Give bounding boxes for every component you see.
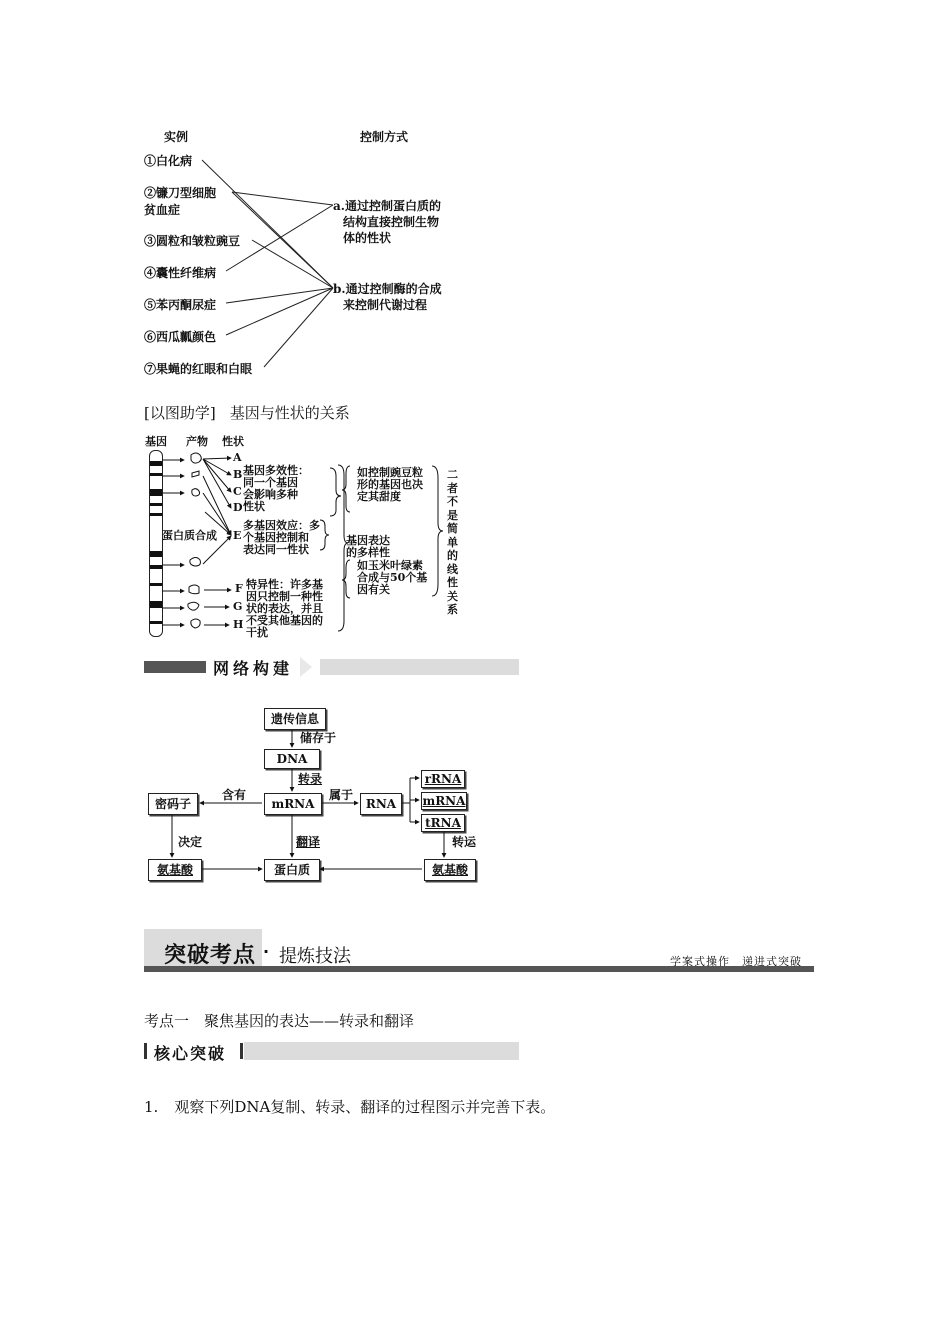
- trait-h: H: [233, 618, 244, 631]
- label-transports: 转运: [452, 835, 477, 849]
- network-section-title: 网络构建: [213, 659, 294, 678]
- method-b-line1: b.通过控制酶的合成: [333, 282, 442, 296]
- node-codon: 密码子: [148, 793, 198, 815]
- example-2-cont: 贫血症: [144, 203, 181, 217]
- trait-d: D: [233, 501, 243, 514]
- label-transcription: 转录: [298, 772, 323, 786]
- polygenic-note: 多基因效应：多 个基因控制和 表达同一性状: [243, 519, 320, 556]
- core-heading-title: 核心突破: [154, 1044, 227, 1063]
- trait-e: E: [233, 529, 242, 542]
- banner-title-big: 突破考点: [164, 943, 257, 968]
- banner-dot: ·: [263, 942, 270, 961]
- question-1: [144, 1096, 555, 1117]
- example-4: ④囊性纤维病: [144, 266, 217, 280]
- method-b-line2: 来控制代谢过程: [343, 298, 428, 312]
- node-amino-acid-left: 氨基酸: [148, 859, 202, 881]
- trait-f: F: [235, 582, 243, 595]
- node-dna: DNA: [264, 749, 320, 769]
- node-rna: RNA: [360, 793, 402, 815]
- example-1: ①白化病: [144, 154, 193, 168]
- banner-title-small: 提炼技法: [279, 946, 351, 967]
- node-rrna: rRNA: [421, 770, 465, 788]
- method-a-line3: 体的性状: [343, 231, 392, 245]
- header-method: 控制方式: [360, 130, 409, 144]
- node-amino-acid-right: 氨基酸: [424, 859, 476, 881]
- banner-right-text: 学案式操作 递进式突破: [670, 955, 802, 968]
- trait-b: B: [233, 468, 243, 481]
- label-contains: 含有: [222, 788, 247, 802]
- trait-g: G: [233, 600, 243, 613]
- example-5: ⑤苯丙酮尿症: [144, 298, 217, 312]
- example-6: ⑥西瓜瓤颜色: [144, 330, 217, 344]
- kaodian-title: 考点一 聚焦基因的表达——转录和翻译: [144, 1012, 415, 1030]
- pleiotropy-note: 基因多效性： 同一个基因 会影响多种 性状: [243, 464, 309, 513]
- corn-example-note: 如玉米叶绿素 合成与50个基 因有关: [357, 559, 428, 596]
- figure-heading-title: 基因与性状的关系: [229, 404, 350, 422]
- specificity-note: 特异性：许多基 因只控制一种性 状的表达，并且 不受其他基因的 干扰: [246, 578, 323, 639]
- col-trait: 性状: [222, 435, 244, 448]
- figure-heading-bracket: [以图助学]: [144, 404, 216, 422]
- header-examples: 实例: [164, 130, 189, 144]
- label-determines: 决定: [178, 835, 203, 849]
- label-belongs-to: 属于: [329, 788, 354, 802]
- diversity-note: 基因表达 的多样性: [346, 534, 390, 559]
- protein-synthesis-label: 蛋白质合成: [162, 529, 217, 542]
- method-a-line2: 结构直接控制生物: [343, 215, 440, 229]
- example-3: ③圆粒和皱粒豌豆: [144, 234, 241, 248]
- label-translation: 翻译: [296, 835, 321, 849]
- pea-example-note: 如控制豌豆粒 形的基因也决 定其甜度: [357, 466, 423, 503]
- example-7: ⑦果蝇的红眼和白眼: [144, 362, 253, 376]
- node-mrna2: mRNA: [422, 794, 466, 808]
- node-genetic-info: 遗传信息: [264, 708, 326, 730]
- label-stored-in: 储存于: [300, 731, 337, 745]
- question-text: 观察下列DNA复制、转录、翻译的过程图示并完善下表。: [174, 1098, 556, 1116]
- example-2: ②镰刀型细胞: [144, 186, 217, 200]
- node-mrna: mRNA: [264, 793, 322, 815]
- vertical-note: 二者不是简单的线性关系: [447, 468, 458, 616]
- node-protein: 蛋白质: [264, 859, 320, 881]
- trait-c: C: [233, 485, 242, 498]
- trait-a: A: [233, 451, 242, 464]
- node-trna: tRNA: [421, 814, 465, 832]
- col-gene: 基因: [145, 435, 167, 448]
- col-product: 产物: [186, 435, 208, 448]
- question-number: 1.: [144, 1098, 159, 1116]
- method-a-line1: a.通过控制蛋白质的: [333, 199, 441, 213]
